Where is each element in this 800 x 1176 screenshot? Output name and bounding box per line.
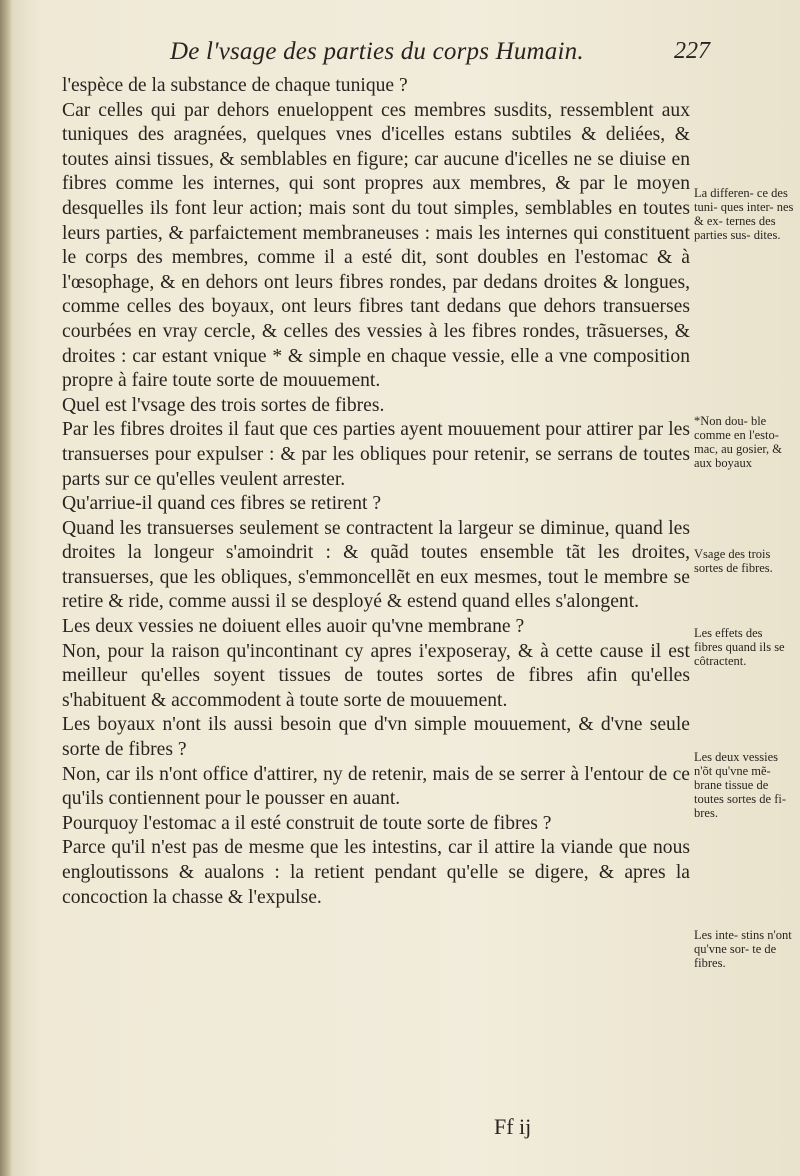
margin-note: Les effets des fibres quand ils se côtractent. <box>694 626 785 668</box>
paragraph: Par les fibres droites il faut que ces parties ayent mouuement pour attirer par les transuerses pour expulser : & par les obliques pour retenir, se serrans de toutes parts sur ce qu'elles veulent arrester. <box>62 419 690 490</box>
signature-mark: Ff ij <box>494 1114 532 1139</box>
margin-note: Vsage des trois sortes de fibres. <box>694 547 773 575</box>
question: Les deux vessies ne doiuent elles auoir qu'vne membrane ? <box>62 616 525 638</box>
question: Qu'arriue-il quand ces fibres se retirent ? <box>62 493 382 515</box>
margin-note: Les inte- stins n'ont qu'vne sor- te de fibres. <box>694 928 792 970</box>
page-number: 227 <box>674 38 710 64</box>
paragraph: Non, pour la raison qu'incontinant cy apres i'exposeray, & à cette cause il est meilleur qu'elles soyent tissues de toutes sortes de fibres afin qu'elles s'habituent & accommodent à toute sorte de mouuement. <box>62 640 690 711</box>
paragraph: Car celles qui par dehors enueloppent ces membres susdits, ressemblent aux tuniques des aragnées, quelques vnes d'icelles estans subtiles & deliées, & toutes ainsi tissues, & semblables en figure; car aucune d'icelles ne se diuise en fibres comme les internes, qui sont propres aux membres, & par le moyen desquelles ils font leur action; mais sont du tout simples, semblables en toutes leurs parties, & parfaictement membraneuses : mais les internes qui constituent le corps des membres, comme il a esté dit, sont doubles en l'estomac & à l'œsophage, & en dehors ont leurs fibres rondes, par dedans droites & longues, comme celles des boyaux, ont leurs fibres tant dedans que dehors transuerses courbées en vray cercle, & celles des vessies à les fibres rondes, trãsuerses, & droites : car estant vnique * & simple en chaque vessie, elle a vne composition propre à faire toute sorte de mouuement. <box>62 99 690 392</box>
paragraph: Quand les transuerses seulement se contractent la largeur se diminue, quand les droites la longeur s'amoindrit : & quãd toutes ensemble tãt les droites, transuerses, que les obliques, s'emmoncellẽt en eux mesmes, tout le membre se retire & ride, comme aussi il se desployé & estend quand elles s'alongent. <box>62 517 690 613</box>
paragraph: Parce qu'il n'est pas de mesme que les intestins, car il attire la viande que nous engloutissons & aualons : la retient pendant qu'elle se digere, & apres la concoction la chasse & l'expulse. <box>62 837 690 908</box>
paragraph: Non, car ils n'ont office d'attirer, ny de retenir, mais de se serrer à l'entour de ce qu'ils contiennent pour le pousser en auant. <box>62 763 690 810</box>
running-title: De l'vsage des parties du corps Humain. <box>170 38 584 65</box>
question: Les boyaux n'ont ils aussi besoin que d'vn simple mouuement, & d'vne seule sorte de fibres ? <box>62 714 690 761</box>
question: Pourquoy l'estomac a il esté construit de toute sorte de fibres ? <box>62 812 552 834</box>
main-text <box>62 74 690 910</box>
paragraph: l'espèce de la substance de chaque tunique ? <box>62 75 408 96</box>
question: Quel est l'vsage des trois sortes de fibres. <box>62 394 385 416</box>
binding-gutter <box>0 0 12 1176</box>
margin-note: *Non dou- ble comme en l'esto- mac, au gosier, & aux boyaux <box>694 414 783 470</box>
margin-note: La differen- ce des tuni- ques inter- nes & ex- ternes des parties sus- dites. <box>694 186 794 242</box>
margin-note: Les deux vessies n'õt qu'vne mẽ- brane tissue de toutes sortes de fi- bres. <box>694 750 786 820</box>
page-header <box>170 38 710 72</box>
